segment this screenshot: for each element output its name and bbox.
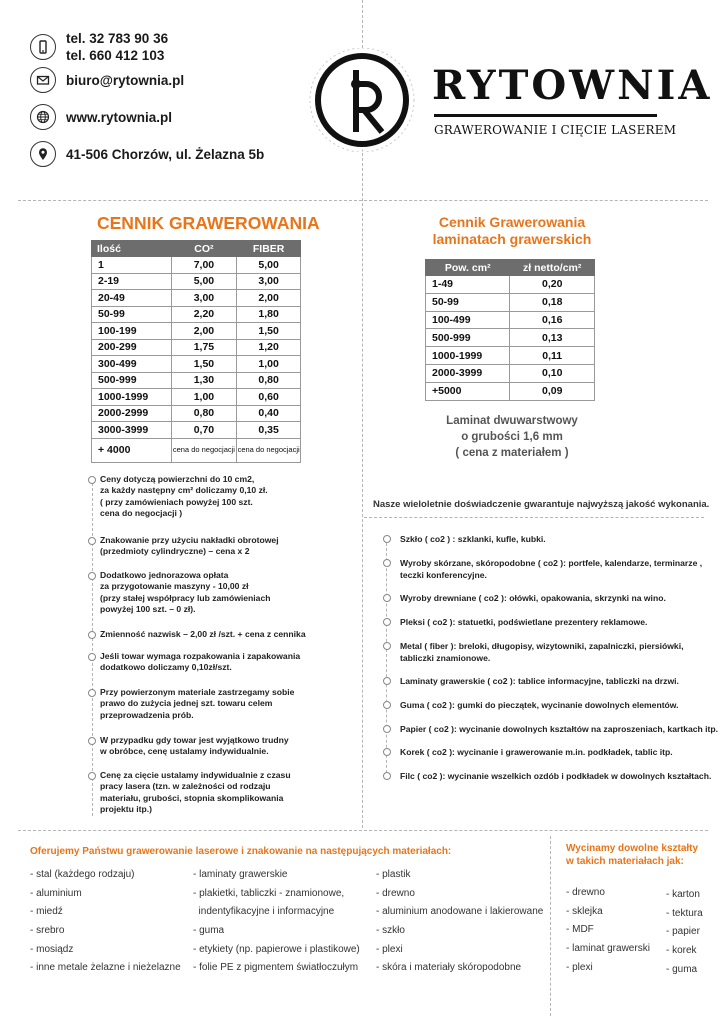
- material-text: Papier ( co2 ): wycinanie dowolnych kształtów na zaproszeniach, kartkach itp.: [400, 724, 719, 734]
- cell-qty: 50-99: [92, 306, 172, 323]
- bullet-icon: [88, 689, 96, 697]
- material-text: Wyroby drewniane ( co2 ): ołówki, opakowania, skrzynki na wino.: [400, 593, 666, 603]
- table-row: [426, 276, 595, 294]
- cutting-list-2: [666, 886, 703, 979]
- cell-co2-price: 1,75: [171, 339, 237, 356]
- cell-qty: 1: [92, 257, 172, 274]
- cell-co2-price: cena do negocjacji: [171, 438, 237, 462]
- note-item: [88, 687, 294, 721]
- cell-co2-price: 0,80: [171, 405, 237, 422]
- bullet-icon: [383, 701, 391, 709]
- offer-list-item: - szkło: [376, 925, 405, 937]
- material-item: [383, 616, 647, 628]
- offer-list-item: - plexi: [376, 943, 403, 955]
- cutting-list-item: - laminat grawerski: [566, 943, 650, 955]
- cell-area: 100-499: [426, 311, 510, 329]
- offer-list-item: - inne metale żelazne i nieżelazne: [30, 962, 181, 974]
- note-item: [88, 735, 289, 758]
- cell-fiber-price: 3,00: [237, 273, 301, 290]
- phone-1[interactable]: tel. 32 783 90 36: [66, 31, 169, 46]
- website-link[interactable]: www.rytownia.pl: [66, 109, 173, 125]
- material-item: [383, 592, 666, 604]
- cell-area: 1-49: [426, 276, 510, 294]
- phone-icon: [30, 34, 56, 60]
- bullet-icon: [88, 653, 96, 661]
- bullet-icon: [383, 594, 391, 602]
- phone-2[interactable]: tel. 660 412 103: [66, 48, 165, 63]
- offer-title: Oferujemy Państwu grawerowanie laserowe i znakowanie na następujących materiałach:: [30, 846, 452, 857]
- cell-fiber-price: 1,20: [237, 339, 301, 356]
- envelope-icon: [30, 67, 56, 93]
- offer-list-item: - guma: [193, 925, 225, 937]
- offer-list-item: - etykiety (np. papierowe i plastikowe): [193, 943, 360, 955]
- table-row: [92, 306, 301, 323]
- cell-co2-price: 3,00: [171, 290, 237, 307]
- divider-bottom: [550, 836, 551, 1016]
- divider-top: [362, 0, 363, 48]
- note-text: Znakowanie przy użyciu nakładki obrotowej (przedmioty cylindryczne) – cena x 2: [100, 535, 279, 557]
- cell-fiber-price: 1,00: [237, 356, 301, 373]
- divider-center: [362, 148, 363, 828]
- material-text: Pleksi ( co2 ): statuetki, podświetlane prezentery reklamowe.: [400, 617, 648, 627]
- cell-fiber-price: 5,00: [237, 257, 301, 274]
- cell-area: 50-99: [426, 293, 510, 311]
- cutting-title: Wycinamy dowolne kształty w takich materiałach jak:: [566, 843, 699, 867]
- cell-net-price: 0,11: [510, 347, 595, 365]
- bullet-icon: [383, 725, 391, 733]
- table-row: [92, 257, 301, 274]
- table-row: [426, 329, 595, 347]
- offer-list-item: indentyfikacyjne i informacyjne: [193, 906, 335, 918]
- col-header-co2: CO²: [171, 241, 237, 257]
- cell-qty: 2-19: [92, 273, 172, 290]
- offer-list-item: - stal (każdego rodzaju): [30, 869, 135, 880]
- cell-qty: 20-49: [92, 290, 172, 307]
- cell-fiber-price: 1,80: [237, 306, 301, 323]
- note-item: [88, 474, 268, 520]
- table-row: [92, 323, 301, 340]
- bullet-icon: [88, 737, 96, 745]
- engraving-price-table: [91, 240, 301, 463]
- material-item: [383, 770, 711, 782]
- cell-net-price: 0,16: [510, 311, 595, 329]
- cell-co2-price: 5,00: [171, 273, 237, 290]
- col-header-net-price: zł netto/cm²: [510, 260, 595, 276]
- note-item: [88, 535, 279, 558]
- cutting-list-item: - karton: [666, 889, 700, 900]
- material-item: [383, 675, 679, 687]
- cell-co2-price: 0,70: [171, 422, 237, 439]
- notes-line: [92, 478, 93, 816]
- cell-qty: 200-299: [92, 339, 172, 356]
- material-item: [383, 746, 673, 758]
- brand-tagline: GRAWEROWANIE I CIĘCIE LASEREM: [434, 123, 677, 137]
- offer-list-item: - aluminium: [30, 887, 82, 899]
- note-item: [88, 651, 300, 674]
- note-text: Dodatkowo jednorazowa opłata za przygotowanie maszyny - 10,00 zł (przy stałej współpracy lub zamówieniach powyżej 100 szt. – 0 zł).: [100, 570, 271, 615]
- table-row: [426, 382, 595, 400]
- cutting-list-item: - papier: [666, 926, 700, 938]
- note-text: Cenę za cięcie ustalamy indywidualnie z czasu pracy lasera (tzn. w zależności od rodzaju materiału, grubości, stopnia skomplikowania projektu itp.): [100, 770, 291, 815]
- material-item: [383, 640, 683, 664]
- table-row: [426, 293, 595, 311]
- offer-list-item: - laminaty grawerskie: [193, 869, 288, 880]
- bullet-icon: [88, 772, 96, 780]
- cell-fiber-price: 1,50: [237, 323, 301, 340]
- note-text: Zmienność nazwisk – 2,00 zł /szt. + cena z cennika: [100, 629, 306, 639]
- note-item: [88, 770, 291, 816]
- brand-underline: [434, 114, 657, 117]
- table-row: [426, 311, 595, 329]
- cell-fiber-price: 0,40: [237, 405, 301, 422]
- cutting-list-item: - drewno: [566, 887, 605, 898]
- cell-co2-price: 7,00: [171, 257, 237, 274]
- note-item: [88, 570, 271, 616]
- laminate-note: Laminat dwuwarstwowy o grubości 1,6 mm ( cena z materiałem ): [446, 415, 578, 459]
- bullet-icon: [383, 559, 391, 567]
- cutting-list-item: - sklejka: [566, 905, 603, 917]
- offer-list-item: - aluminium anodowane i lakierowane: [376, 906, 544, 918]
- address-text: 41-506 Chorzów, ul. Żelazna 5b: [66, 146, 265, 162]
- offer-list-other: [376, 866, 543, 978]
- bullet-icon: [383, 618, 391, 626]
- col-header-fiber: FIBER: [237, 241, 301, 257]
- cell-co2-price: 1,00: [171, 389, 237, 406]
- brand-name: RYTOWNIA: [432, 62, 713, 109]
- cell-co2-price: 1,30: [171, 372, 237, 389]
- material-text: Szkło ( co2 ) : szklanki, kufle, kubki.: [400, 534, 546, 544]
- map-pin-icon: [30, 141, 56, 167]
- material-text: Wyroby skórzane, skóropodobne ( co2 ): portfele, kalendarze, terminarze , teczki konferencyjne.: [400, 558, 703, 580]
- divider-header: [18, 200, 708, 201]
- col-header-qty: Ilość: [92, 241, 172, 257]
- bullet-icon: [383, 748, 391, 756]
- table-row: [92, 290, 301, 307]
- cell-net-price: 0,09: [510, 382, 595, 400]
- cutting-list-item: - MDF: [566, 924, 594, 936]
- table-row: [92, 339, 301, 356]
- note-text: Ceny dotyczą powierzchni do 10 cm2, za każdy następny cm² doliczamy 0,10 zł. ( przy zamówieniach powyżej 100 szt. cena do negocjacji ): [100, 474, 268, 519]
- offer-list-item: - mosiądz: [30, 943, 74, 955]
- laminate-price-table: [425, 259, 595, 401]
- offer-list-item: - skóra i materiały skóropodobne: [376, 962, 522, 974]
- offer-list-laminates: [193, 866, 360, 978]
- contact-address: [30, 141, 264, 167]
- material-text: Filc ( co2 ): wycinanie wszelkich ozdób i podkładek w dowolnych kształtach.: [400, 771, 712, 781]
- cutting-list-item: - tektura: [666, 907, 703, 919]
- table-row: [92, 273, 301, 290]
- col-header-area: Pow. cm²: [426, 260, 510, 276]
- table-row: [92, 389, 301, 406]
- laminate-title: Cennik Grawerowania laminatach grawerskich: [432, 214, 592, 247]
- cell-net-price: 0,20: [510, 276, 595, 294]
- table-row: [92, 356, 301, 373]
- cell-qty: + 4000: [92, 438, 172, 462]
- material-text: Guma ( co2 ): gumki do pieczątek, wycinanie dowolnych elementów.: [400, 700, 679, 710]
- cell-co2-price: 1,50: [171, 356, 237, 373]
- offer-list-item: - drewno: [376, 887, 415, 899]
- material-text: Korek ( co2 ): wycinanie i grawerowanie m.in. podkładek, tablic itp.: [400, 747, 673, 757]
- cell-fiber-price: 0,35: [237, 422, 301, 439]
- bullet-icon: [88, 631, 96, 639]
- bullet-icon: [383, 677, 391, 685]
- contact-email: [30, 67, 184, 93]
- divider-footer: [18, 830, 708, 831]
- material-item: [383, 557, 702, 581]
- note-text: Przy powierzonym materiale zastrzegamy sobie prawo do zużycia jednej szt. towaru celem przeprowadzenia prób.: [100, 687, 295, 720]
- note-text: W przypadku gdy towar jest wyjątkowo trudny w obróbce, cenę ustalamy indywidualnie.: [100, 735, 289, 757]
- bullet-icon: [383, 535, 391, 543]
- cell-fiber-price: 0,80: [237, 372, 301, 389]
- cell-co2-price: 2,20: [171, 306, 237, 323]
- cell-area: 2000-3999: [426, 364, 510, 382]
- material-item: [383, 533, 546, 545]
- table-row: [92, 405, 301, 422]
- bullet-icon: [88, 476, 96, 484]
- note-item: [88, 629, 306, 640]
- cell-qty: 500-999: [92, 372, 172, 389]
- material-item: [383, 699, 679, 711]
- offer-list-item: - plakietki, tabliczki - znamionowe,: [193, 887, 345, 899]
- engraving-title: CENNIK GRAWEROWANIA: [97, 213, 320, 233]
- cell-qty: 3000-3999: [92, 422, 172, 439]
- cell-net-price: 0,18: [510, 293, 595, 311]
- offer-list-item: - srebro: [30, 925, 65, 937]
- bullet-icon: [88, 537, 96, 545]
- table-row: [92, 422, 301, 439]
- bullet-icon: [383, 772, 391, 780]
- logo-mark: [300, 48, 424, 152]
- cutting-list-item: - korek: [666, 945, 697, 957]
- cell-net-price: 0,10: [510, 364, 595, 382]
- note-text: Jeśli towar wymaga rozpakowania i zapakowania dodatkowo doliczamy 0,10zł/szt.: [100, 651, 301, 673]
- material-text: Metal ( fiber ): breloki, długopisy, wizytowniki, zapalniczki, piersiówki, tabliczki znamionowe.: [400, 641, 684, 663]
- offer-list-item: - miedź: [30, 906, 63, 918]
- contact-phones: [30, 30, 168, 64]
- contact-website: [30, 104, 172, 130]
- divider-experience: [364, 517, 704, 518]
- table-row: [426, 364, 595, 382]
- cell-qty: 1000-1999: [92, 389, 172, 406]
- cell-qty: 100-199: [92, 323, 172, 340]
- globe-icon: [30, 104, 56, 130]
- cell-co2-price: 2,00: [171, 323, 237, 340]
- offer-list-item: - plastik: [376, 869, 411, 880]
- email-link[interactable]: biuro@rytownia.pl: [66, 72, 185, 88]
- offer-list-item: - folie PE z pigmentem światłoczułym: [193, 962, 359, 974]
- bullet-icon: [383, 642, 391, 650]
- cell-fiber-price: 0,60: [237, 389, 301, 406]
- material-text: Laminaty grawerskie ( co2 ): tablice informacyjne, tabliczki na drzwi.: [400, 676, 679, 686]
- cell-area: +5000: [426, 382, 510, 400]
- bullet-icon: [88, 572, 96, 580]
- cell-fiber-price: 2,00: [237, 290, 301, 307]
- material-item: [383, 723, 718, 735]
- cutting-list-item: - guma: [666, 963, 698, 975]
- cell-fiber-price: cena do negocjacji: [237, 438, 301, 462]
- cutting-list-item: - plexi: [566, 961, 593, 973]
- cutting-list-1: [566, 884, 650, 977]
- table-row: [92, 372, 301, 389]
- table-row: [426, 347, 595, 365]
- table-row: [92, 438, 301, 462]
- cell-area: 500-999: [426, 329, 510, 347]
- experience-text: Nasze wieloletnie doświadczenie gwarantuje najwyższą jakość wykonania.: [373, 499, 710, 510]
- cell-qty: 300-499: [92, 356, 172, 373]
- cell-net-price: 0,13: [510, 329, 595, 347]
- cell-qty: 2000-2999: [92, 405, 172, 422]
- cell-area: 1000-1999: [426, 347, 510, 365]
- offer-list-metals: [30, 866, 181, 978]
